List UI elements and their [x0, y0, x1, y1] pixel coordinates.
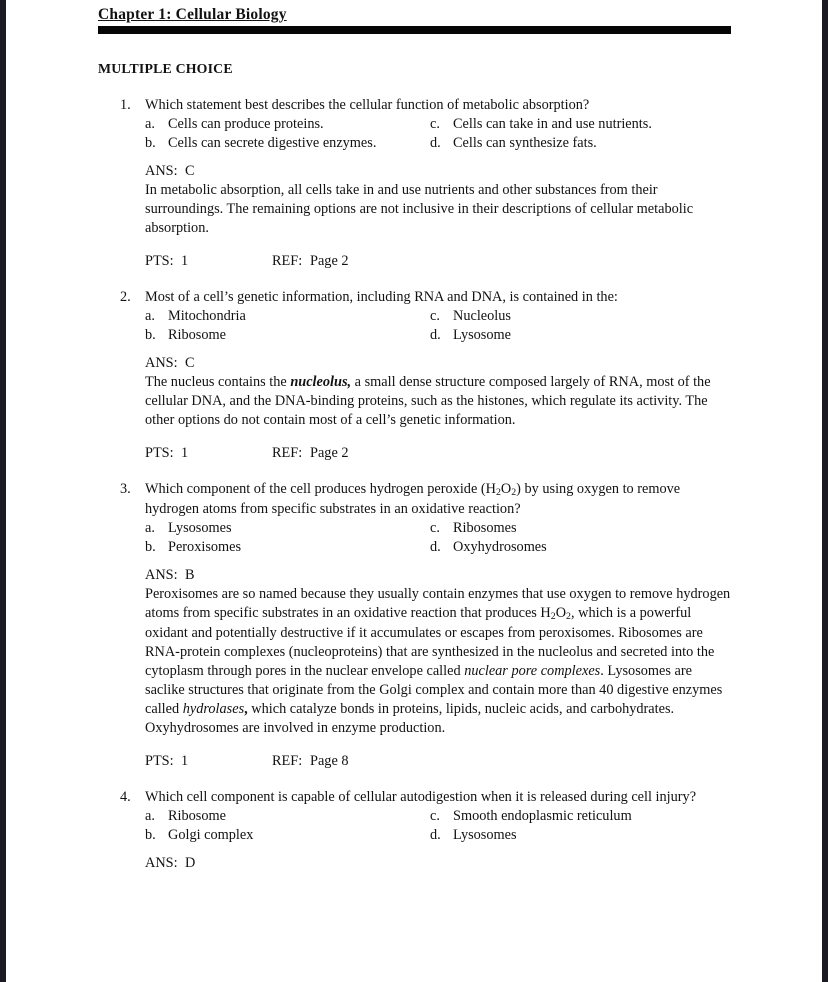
option-text: Peroxisomes: [168, 539, 242, 555]
section-heading: MULTIPLE CHOICE: [98, 61, 233, 76]
question-number: 3.: [120, 481, 131, 497]
text-segment: Which cell component is capable of cellular autodigestion when it is released during cell injury?: [145, 789, 697, 805]
option-letter: c.: [430, 116, 440, 132]
question-text: [145, 788, 731, 807]
text-segment: . Lysosomes are saclike structures that originate from the Golgi complex and contain more than 40 digestive enzymes called: [145, 663, 723, 717]
option-text: Cells can produce proteins.: [168, 116, 324, 132]
ref-value: Page 8: [310, 753, 349, 769]
explanation-text: [145, 585, 731, 738]
option-letter: d.: [430, 135, 441, 151]
chapter-title: Chapter 1: Cellular Biology: [98, 6, 287, 23]
option-text: Smooth endoplasmic reticulum: [453, 808, 632, 824]
explanation-text: [145, 373, 731, 430]
question-list: [98, 96, 731, 873]
page-left-edge: [0, 0, 6, 982]
pts-label: PTS:: [145, 253, 174, 269]
text-segment: 2: [495, 487, 501, 499]
answer-line: [145, 162, 731, 181]
answer-label: ANS:: [145, 355, 178, 371]
text-segment: nuclear pore complexes: [464, 663, 601, 679]
answer-value: B: [185, 567, 195, 583]
question-block: [98, 288, 731, 463]
options-grid: [145, 519, 731, 557]
text-segment: which catalyze bonds in proteins, lipids, nucleic acids, and carbohydrates. Oxyhydrosomes are involved in enzyme production.: [145, 701, 675, 736]
option-text: Mitochondria: [168, 308, 246, 324]
text-segment: nucleolus,: [290, 374, 352, 390]
answer-value: D: [185, 855, 196, 871]
question-body: [145, 480, 731, 771]
option-text: Lysosomes: [168, 520, 232, 536]
question-text: [145, 480, 731, 519]
question-body: [145, 96, 731, 271]
option-letter: a.: [145, 520, 155, 536]
answer-line: [145, 354, 731, 373]
text-segment: The nucleus contains the: [145, 374, 291, 390]
question-body: [145, 788, 731, 873]
explanation-text: [145, 181, 731, 238]
answer-label: ANS:: [145, 163, 178, 179]
answer-line: [145, 854, 731, 873]
pts-label: PTS:: [145, 753, 174, 769]
option-text: Cells can secrete digestive enzymes.: [168, 135, 377, 151]
text-segment: Which statement best describes the cellular function of metabolic absorption?: [145, 97, 590, 113]
question-number: 4.: [120, 789, 131, 805]
text-segment: Most of a cell’s genetic information, including RNA and DNA, is contained in the:: [145, 289, 618, 305]
options-grid: [145, 807, 731, 845]
option-text: Ribosome: [168, 808, 226, 824]
header-rule: [98, 26, 731, 34]
option-letter: d.: [430, 827, 441, 843]
options-grid: [145, 115, 731, 153]
option-text: Lysosome: [453, 327, 511, 343]
pts-ref-line: [145, 252, 731, 271]
ref-value: Page 2: [310, 253, 349, 269]
ref-value: Page 2: [310, 445, 349, 461]
pts-ref-line: [145, 752, 731, 771]
option-text: Cells can synthesize fats.: [453, 135, 597, 151]
pts-value: 1: [181, 753, 189, 769]
text-segment: 2: [511, 487, 517, 499]
page-right-edge: [822, 0, 828, 982]
text-segment: 2: [550, 611, 556, 623]
answer-value: C: [185, 355, 195, 371]
question-text: [145, 96, 731, 115]
answer-value: C: [185, 163, 195, 179]
question-number: 1.: [120, 97, 131, 113]
text-segment: hydrolases: [182, 701, 245, 717]
pts-label: PTS:: [145, 445, 174, 461]
text-segment: ,: [244, 701, 248, 717]
option-letter: b.: [145, 827, 156, 843]
option-letter: a.: [145, 808, 155, 824]
option-letter: a.: [145, 116, 155, 132]
option-letter: d.: [430, 539, 441, 555]
pts-ref-line: [145, 444, 731, 463]
question-block: [98, 480, 731, 771]
option-text: Golgi complex: [168, 827, 254, 843]
option-text: Lysosomes: [453, 827, 517, 843]
text-segment: O: [555, 605, 567, 621]
option-letter: c.: [430, 808, 440, 824]
option-letter: b.: [145, 135, 156, 151]
option-letter: b.: [145, 327, 156, 343]
pts-value: 1: [181, 253, 189, 269]
ref-label: REF:: [272, 445, 303, 461]
question-body: [145, 288, 731, 463]
text-segment: O: [500, 481, 512, 497]
answer-line: [145, 566, 731, 585]
option-letter: b.: [145, 539, 156, 555]
document-page: [98, 6, 731, 890]
text-segment: , which is a powerful oxidant and potentially destructive if it accumulates or escapes from peroxisomes. Ribosomes are RNA-protein complexes (nucleoproteins) that are synthesized in the nucleolus and secreted into the cytoplasm through pores in the nuclear envelope called: [145, 605, 715, 679]
question-block: [98, 788, 731, 873]
answer-label: ANS:: [145, 855, 178, 871]
text-segment: Which component of the cell produces hydrogen peroxide (H: [145, 481, 496, 497]
text-segment: 2: [566, 611, 571, 623]
option-text: Cells can take in and use nutrients.: [453, 116, 652, 132]
option-letter: c.: [430, 308, 440, 324]
ref-label: REF:: [272, 253, 303, 269]
pts-value: 1: [181, 445, 189, 461]
text-segment: ) by using oxygen to remove hydrogen atoms from specific substrates in an oxidative reaction?: [145, 481, 681, 517]
text-segment: In metabolic absorption, all cells take in and use nutrients and other substances from their surroundings. The remaining options are not inclusive in their descriptions of cellular metabolic absorption.: [145, 182, 694, 236]
option-text: Nucleolus: [453, 308, 511, 324]
answer-label: ANS:: [145, 567, 178, 583]
question-number: 2.: [120, 289, 131, 305]
text-segment: a small dense structure composed largely of RNA, most of the cellular DNA, and the DNA-binding proteins, such as the histones, which regulate its activity. The other options do not contain most of a cell’s genetic information.: [145, 374, 711, 428]
ref-label: REF:: [272, 753, 303, 769]
text-segment: Peroxisomes are so named because they usually contain enzymes that use oxygen to remove hydrogen atoms from specific substrates in an oxidative reaction that produces H: [145, 586, 731, 621]
option-letter: d.: [430, 327, 441, 343]
options-grid: [145, 307, 731, 345]
option-text: Oxyhydrosomes: [453, 539, 547, 555]
option-letter: a.: [145, 308, 155, 324]
option-letter: c.: [430, 520, 440, 536]
question-text: [145, 288, 731, 307]
option-text: Ribosomes: [453, 520, 517, 536]
option-text: Ribosome: [168, 327, 226, 343]
question-block: [98, 96, 731, 271]
